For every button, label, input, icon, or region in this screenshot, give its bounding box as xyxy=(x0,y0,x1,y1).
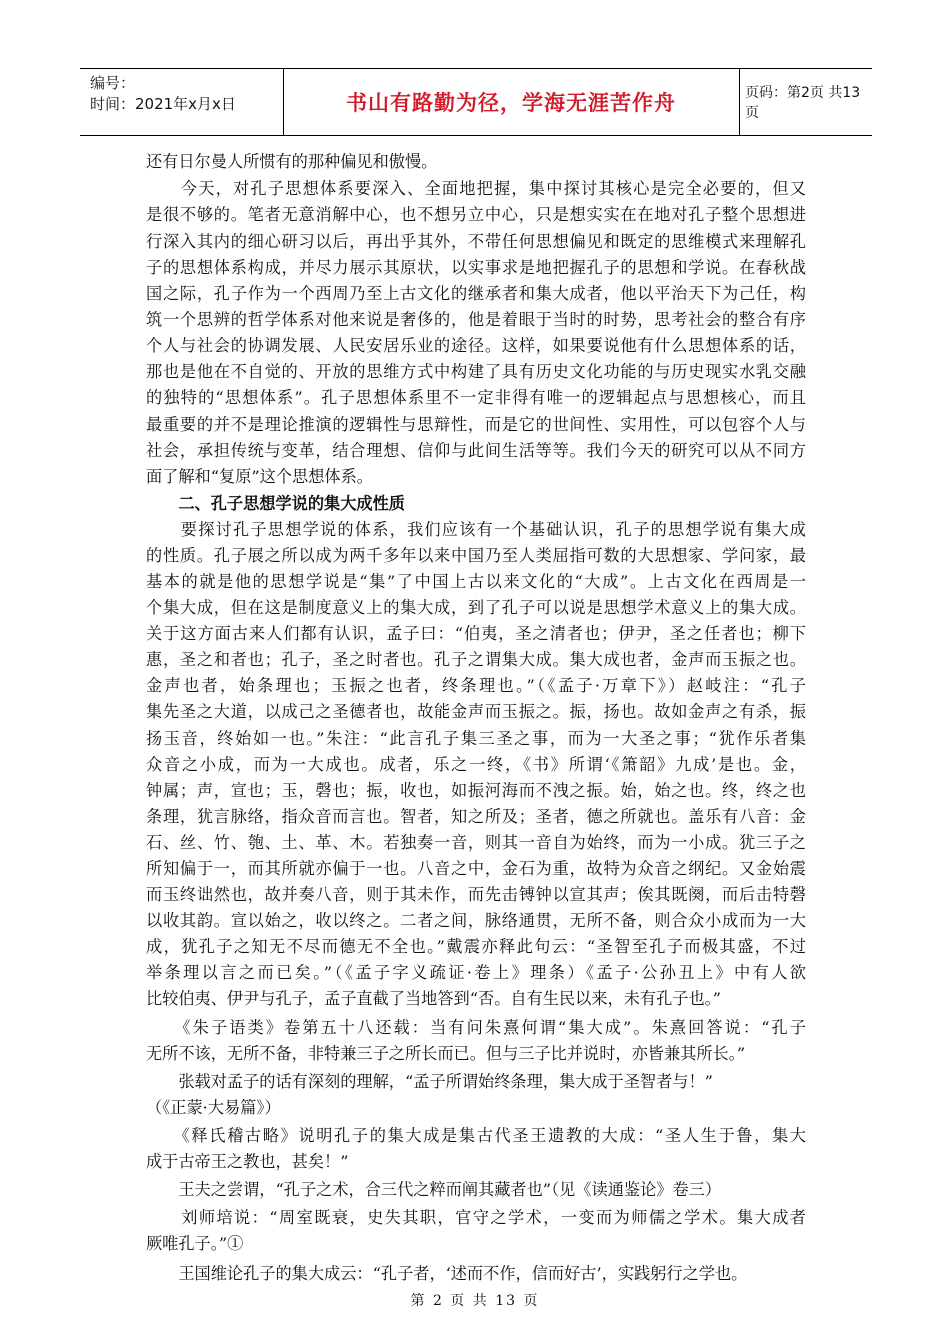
body-text-line: 关于这方面古来人们都有认识，孟子曰：“伯夷，圣之清者也；伊尹，圣之任者也；柳下 xyxy=(146,624,806,643)
body-text-line: 基本的就是他的思想学说是“集”了中国上古以来文化的“大成”。上古文化在西周是一 xyxy=(146,572,806,591)
header-page-cell xyxy=(739,69,872,135)
body-text-line: 那也是他在不自觉的、开放的思维方式中构建了具有历史文化功能的与历史现实水乳交融 xyxy=(146,362,806,381)
body-text-line: 集先圣之大道，以成己之圣德者也，故能金声而玉振之。振，扬也。故如金声之有杀，振 xyxy=(146,702,806,721)
body-text-line: 的独特的“思想体系”。孔子思想体系里不一定非得有唯一的逻辑起点与思想核心，而且 xyxy=(146,388,806,407)
header-meta-cell xyxy=(80,69,284,135)
body-text-line: 成，犹孔子之知无不尽而德无不全也。”戴震亦释此句云：“圣智至孔子而极其盛，不过 xyxy=(146,937,806,956)
page-footer: 第 2 页 共 13 页 xyxy=(410,1293,540,1309)
body-text-line: 扬玉音，终始如一也。”朱注：“此言孔子集三圣之事，而为一大圣之事；“犹作乐者集 xyxy=(146,729,806,748)
body-text-line: 王国维论孔子的集大成云：“孔子者，‘述而不作，信而好古’，实践躬行之学也。 xyxy=(146,1264,748,1283)
body-text-line: 面了解和“复原”这个思想体系。 xyxy=(146,467,373,486)
body-text-line: 还有日尔曼人所惯有的那种偏见和傲慢。 xyxy=(146,152,438,171)
body-text-line: 惠，圣之和者也；孔子，圣之时者也。孔子之谓集大成。集大成也者，金声而玉振之也。 xyxy=(146,650,806,669)
body-text-line: 金声也者，始条理也；玉振之也者，终条理也。”（《孟子·万章下》）赵岐注：“孔子 xyxy=(146,676,806,695)
body-text-line: 张载对孟子的话有深刻的理解，“孟子所谓始终条理，集大成于圣智者与！” xyxy=(146,1072,713,1091)
body-text-line: 比较伯夷、伊尹与孔子，孟子直截了当地答到“否。自有生民以来，未有孔子也。” xyxy=(146,989,722,1008)
body-text-line: 王夫之尝谓，“孔子之术，合三代之粹而阐其藏者也”（见《读通鉴论》卷三） xyxy=(146,1180,722,1199)
body-text-line: 无所不该，无所不备，非特兼三子之所长而已。但与三子比并说时，亦皆兼其所长。” xyxy=(146,1044,746,1063)
body-text-line: 今天，对孔子思想体系要深入、全面地把握，集中探讨其核心是完全必要的，但又 xyxy=(146,179,806,198)
body-text-line: 要探讨孔子思想学说的体系，我们应该有一个基础认识，孔子的思想学说有集大成 xyxy=(146,520,806,539)
header-motto-cell xyxy=(283,69,740,135)
header-motto: 书山有路勤为径，学海无涯苦作舟 xyxy=(346,91,676,115)
body-text-line: 众音之小成，而为一大成也。成者，乐之一终，《书》所谓‘《箫韶》九成’是也。金， xyxy=(146,755,806,774)
body-text-line: 以收其韵。宣以始之，收以终之。二者之间，脉络通贯，无所不备，则合众小成而为一大 xyxy=(146,911,806,930)
body-text-line: 最重要的并不是理论推演的逻辑性与思辩性，而是它的世间性、实用性，可以包容个人与 xyxy=(146,415,806,434)
body-text-line: 个人与社会的协调发展、人民安居乐业的途径。这样，如果要说他有什么思想体系的话， xyxy=(146,336,806,355)
body-text-line: 子的思想体系构成，并尽力展示其原状，以实事求是地把握孔子的思想和学说。在春秋战 xyxy=(146,258,806,277)
body-text-line: 而玉终诎然也，故并奏八音，则于其未作，而先击镈钟以宣其声；俟其既阕，而后击特磬 xyxy=(146,885,806,904)
body-text-line: 社会，承担传统与变革，结合理想、信仰与此间生活等等。我们今天的研究可以从不同方 xyxy=(146,441,806,460)
section-heading: 二、孔子思想学说的集大成性质 xyxy=(146,494,405,513)
body-text-line: 筑一个思辨的哲学体系对他来说是奢侈的，他是着眼于当时的时势，思考社会的整合有序 xyxy=(146,310,806,329)
body-text-line: 刘师培说：“周室既衰，史失其职，官守之学术，一变而为师儒之学术。集大成者 xyxy=(146,1208,806,1227)
body-text-line: 《朱子语类》卷第五十八还载：当有问朱熹何谓“集大成”。朱熹回答说：“孔子 xyxy=(146,1018,806,1037)
header-number-label: 编号： xyxy=(90,74,136,92)
body-text-line: 成于古帝王之教也，甚矣！” xyxy=(146,1152,349,1171)
body-text-line: （《正蒙·大易篇》） xyxy=(146,1098,281,1117)
header-time-label: 时间：2021年x月x日 xyxy=(90,95,236,113)
body-text-line: 石、丝、竹、匏、土、革、木。若独奏一音，则其一音自为始终，而为一小成。犹三子之 xyxy=(146,833,806,852)
body-text-line: 个集大成，但在这是制度意义上的集大成，到了孔子可以说是思想学术意义上的集大成。 xyxy=(146,598,806,617)
body-text-line: 条理，犹言脉络，指众音而言也。智者，知之所及；圣者，德之所就也。盖乐有八音：金 xyxy=(146,807,806,826)
body-text-line: 《释氏稽古略》说明孔子的集大成是集古代圣王遗教的大成：“圣人生于鲁，集大 xyxy=(146,1126,806,1145)
body-text-line: 所知偏于一，而其所就亦偏于一也。八音之中，金石为重，故特为众音之纲纪。又金始震 xyxy=(146,859,806,878)
body-text-line: 钟属；声，宣也；玉，磬也；振，收也，如振河海而不洩之振。始，始之也。终，终之也 xyxy=(146,781,806,800)
body-text-line: 是很不够的。笔者无意消解中心，也不想另立中心，只是想实实在在地对孔子整个思想进 xyxy=(146,205,806,224)
body-text-line: 厥唯孔子。”① xyxy=(146,1234,244,1253)
body-text-line: 的性质。孔子展之所以成为两千多年以来中国乃至人类屈指可数的大思想家、学问家，最 xyxy=(146,546,806,565)
body-text-line: 国之际，孔子作为一个西周乃至上古文化的继承者和集大成者，他以平治天下为己任，构 xyxy=(146,284,806,303)
header-page-info: 页码：第2页 共13页 xyxy=(745,85,861,121)
body-text-line: 举条理以言之而已矣。”（《孟子字义疏证·卷上》理条）《孟子·公孙丑上》中有人欲 xyxy=(146,963,806,982)
body-text-line: 行深入其内的细心研习以后，再出乎其外，不带任何思想偏见和既定的思维模式来理解孔 xyxy=(146,232,806,251)
page-header xyxy=(80,68,872,136)
